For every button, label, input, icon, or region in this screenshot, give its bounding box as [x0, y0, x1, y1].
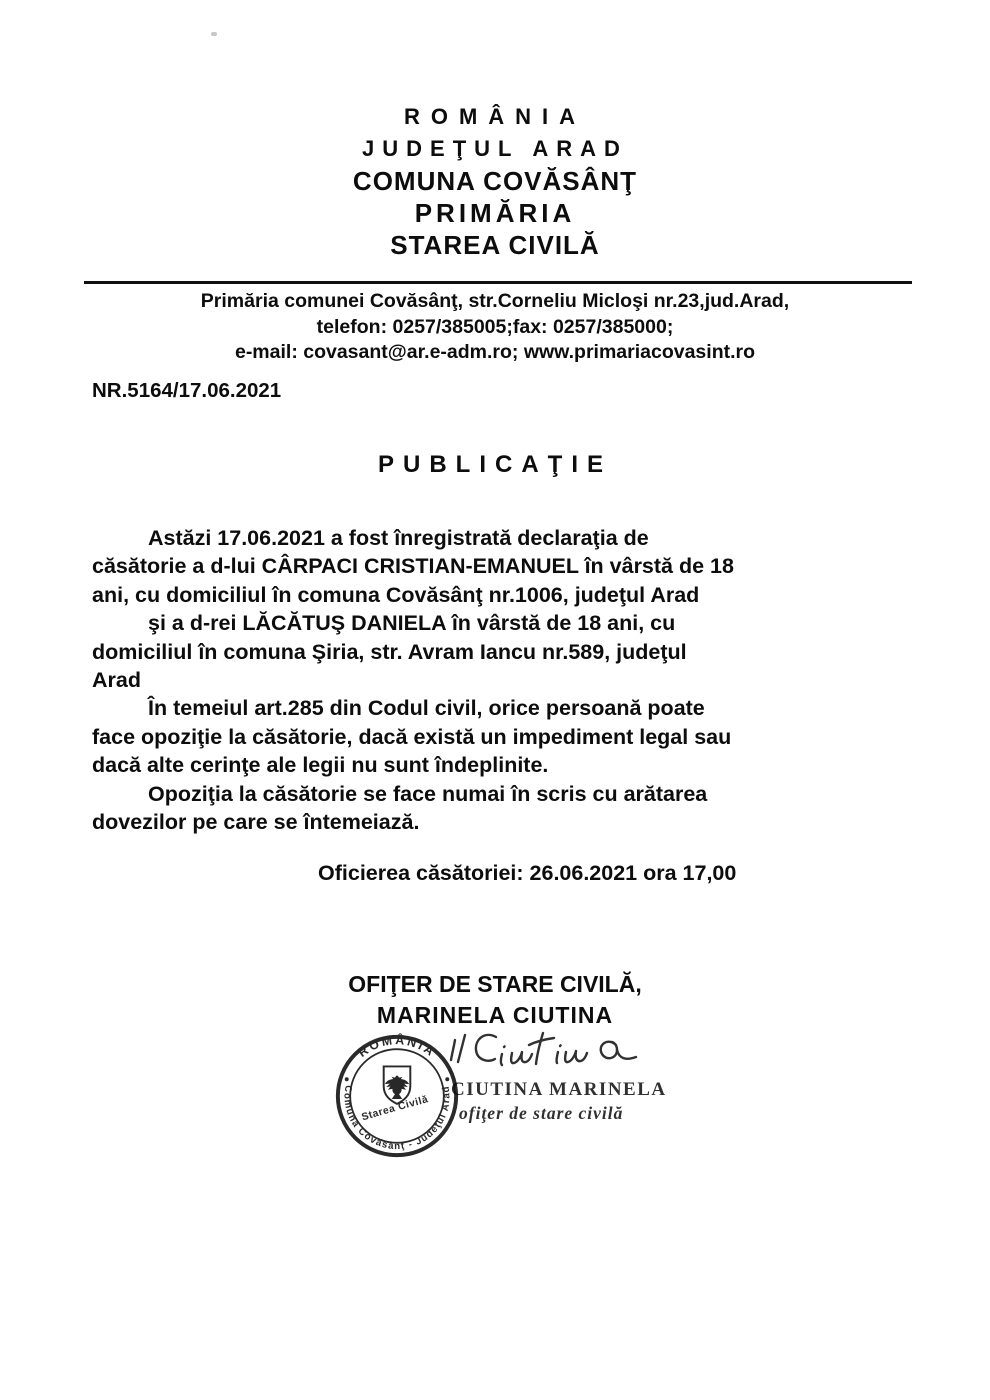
signer-role: OFIŢER DE STARE CIVILĂ,: [348, 971, 642, 997]
signer-name: MARINELA CIUTINA: [376, 1002, 614, 1028]
ceremony-date-line: Oficierea căsătoriei: 26.06.2021 ora 17,00: [318, 861, 737, 885]
letterhead-office: STAREA CIVILĂ: [390, 230, 600, 260]
scan-artifact-speck: [211, 32, 217, 36]
body-line: domiciliul în comuna Şiria, str. Avram Iancu nr.589, judeţul: [92, 639, 687, 664]
letterhead-country: ROMÂNIA: [403, 104, 587, 129]
body-line: dovezilor pe care se întemeiază.: [92, 810, 420, 835]
document-title: PUBLICAŢIE: [378, 451, 612, 478]
contact-block: [0, 289, 990, 366]
seal-dot-left: [345, 1077, 349, 1081]
body-line: ani, cu domiciliul în comuna Covăsânţ nr.1006, judeţul Arad: [92, 582, 700, 607]
letterhead-commune: COMUNA COVĂSÂNŢ: [352, 166, 638, 196]
header-divider-line: [84, 281, 912, 284]
letterhead: [0, 101, 990, 261]
body-line: căsătorie a d-lui CÂRPACI CRISTIAN-EMANUEL în vârstă de 18: [92, 554, 734, 579]
seal-inner-text: Starea Civilă: [360, 1094, 430, 1124]
letterhead-county: JUDEŢUL ARAD: [362, 136, 628, 161]
body-line: În temeiul art.285 din Codul civil, orice persoană poate: [148, 696, 705, 721]
eagle-emblem-icon: [385, 1075, 409, 1099]
contact-email-web: e-mail: covasant@ar.e-adm.ro; www.primariacovasint.ro: [234, 341, 756, 363]
body-line: face opoziţie la căsătorie, dacă există un impediment legal sau: [92, 724, 732, 749]
stamped-officer-name: CIUTINA MARINELA: [451, 1079, 667, 1100]
registration-number: NR.5164/17.06.2021: [92, 379, 282, 402]
body-line: Astăzi 17.06.2021 a fost înregistrată declaraţia de: [148, 526, 649, 550]
seal-top-text: ROMÂNIA: [355, 1033, 439, 1060]
body-line: dacă alte cerinţe ale legii nu sunt îndeplinite.: [92, 753, 549, 778]
body-text: [92, 524, 902, 836]
handwritten-signature: [446, 1024, 656, 1086]
body-line: Opoziţia la căsătorie se face numai în scris cu arătarea: [148, 781, 708, 806]
stamped-officer-role: ofiţer de stare civilă: [459, 1103, 624, 1123]
body-line: Arad: [92, 668, 141, 693]
body-line: şi a d-rei LĂCĂTUŞ DANIELA în vârstă de 18 ani, cu: [148, 611, 676, 636]
letterhead-institution: PRIMĂRIA: [414, 198, 576, 228]
contact-address: Primăria comunei Covăsânţ, str.Corneliu Micloşi nr.23,jud.Arad,: [200, 290, 790, 312]
contact-phone-fax: telefon: 0257/385005;fax: 0257/385000;: [316, 315, 674, 338]
seal-bottom-text: Comuna Covăsânţ - Judeţul Arad: [341, 1084, 453, 1153]
